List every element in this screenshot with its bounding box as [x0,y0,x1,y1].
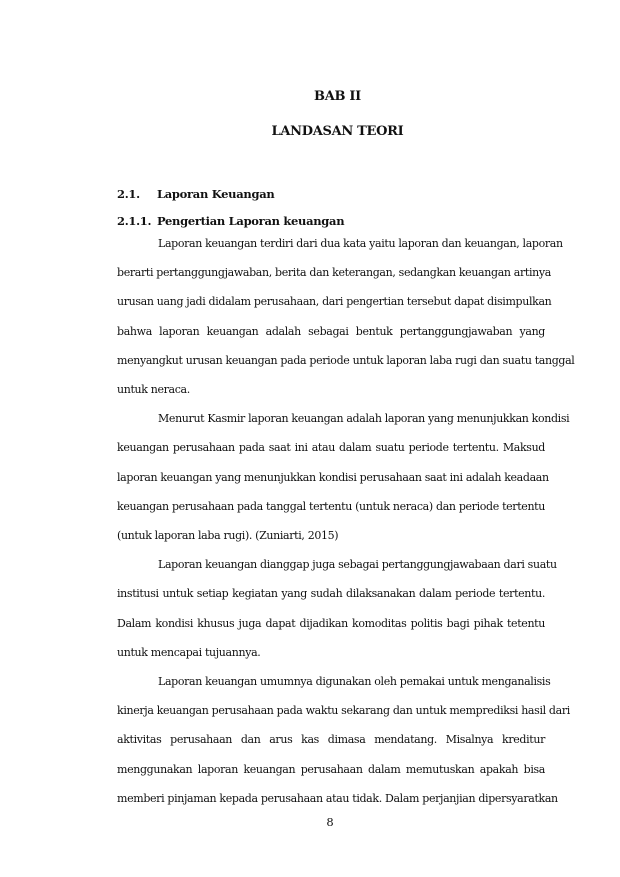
body-text-line: urusan uang jadi didalam perusahaan, dari pengertian tersebut dapat disimpulkan [117,295,552,308]
chapter-number: BAB II [314,89,361,104]
body-text-line: keuangan perusahaan pada saat ini atau dalam suatu periode tertentu. Maksud [117,441,545,454]
body-text-line: institusi untuk setiap kegiatan yang sudah dilaksanakan dalam periode tertentu. [117,587,545,600]
subsection-heading [117,214,344,228]
body-text-line: menyangkut urusan keuangan pada periode untuk laporan laba rugi dan suatu tanggal [117,354,575,367]
body-text-line: Menurut Kasmir laporan keuangan adalah laporan yang menunjukkan kondisi [158,412,570,425]
body-text-line: memberi pinjaman kepada perusahaan atau tidak. Dalam perjanjian dipersyaratkan [117,792,558,805]
body-text-line: Laporan keuangan dianggap juga sebagai pertanggungjawabaan dari suatu [158,558,557,571]
body-text-line: kinerja keuangan perusahaan pada waktu sekarang dan untuk memprediksi hasil dari [117,704,570,717]
body-text-line: aktivitas perusahaan dan arus kas dimasa mendatang. Misalnya kreditur [117,733,545,746]
page-number: 8 [326,815,334,829]
subsection-title: Pengertian Laporan keuangan [157,214,345,228]
body-text-line: keuangan perusahaan pada tanggal tertentu (untuk neraca) dan periode tertentu [117,500,545,513]
body-text-line: berarti pertanggungjawaban, berita dan keterangan, sedangkan keuangan artinya [117,266,551,279]
body-text-line: Laporan keuangan terdiri dari dua kata yaitu laporan dan keuangan, laporan [158,237,563,250]
subsection-number: 2.1.1. [117,214,152,228]
section-heading [117,187,274,201]
section-title: Laporan Keuangan [157,187,275,201]
chapter-title: LANDASAN TEORI [271,124,404,139]
body-text-line: bahwa laporan keuangan adalah sebagai bentuk pertanggungjawaban yang [117,325,545,338]
body-text-line: untuk mencapai tujuannya. [117,646,261,659]
body-text-line: laporan keuangan yang menunjukkan kondisi perusahaan saat ini adalah keadaan [117,471,549,484]
body-text-line: (untuk laporan laba rugi). (Zuniarti, 2015) [117,529,339,542]
body-text-line: untuk neraca. [117,383,190,396]
body-text-line: Dalam kondisi khusus juga dapat dijadikan komoditas politis bagi pihak tetentu [117,617,545,630]
body-text-line: Laporan keuangan umumnya digunakan oleh pemakai untuk menganalisis [158,675,551,688]
body-text-line: menggunakan laporan keuangan perusahaan dalam memutuskan apakah bisa [117,763,545,776]
section-number: 2.1. [117,187,140,201]
